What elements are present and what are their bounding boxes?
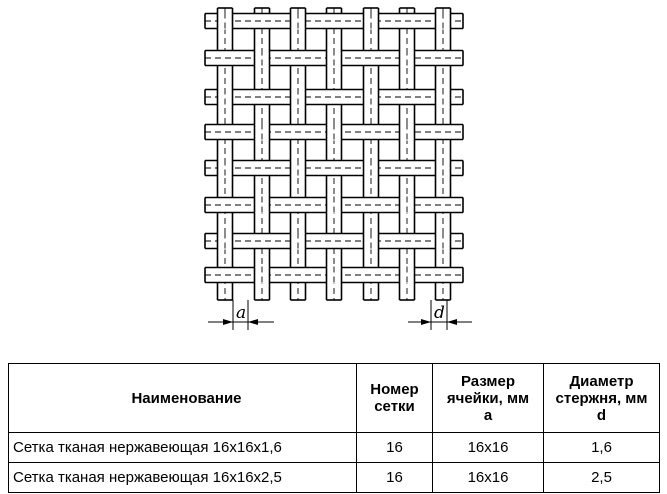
horizontal-wire-fill (205, 161, 463, 176)
horizontal-wire-fill (205, 234, 463, 249)
table-row (9, 463, 660, 493)
horizontal-wire-fill (205, 14, 463, 29)
row-name: Сетка тканая нержавеющая 16х16х2,5 (9, 463, 357, 493)
row-name: Сетка тканая нержавеющая 16х16х1,6 (9, 433, 357, 463)
header-mesh-number: Номер сетки (357, 364, 433, 433)
row-cell-size: 16х16 (433, 463, 544, 493)
horizontal-wire-fill (205, 90, 463, 105)
header-name: Наименование (9, 364, 357, 433)
table-header-row (9, 364, 660, 433)
dimension-d (408, 300, 472, 330)
row-mesh-number: 16 (357, 463, 433, 493)
header-rod-diameter: Диаметр стержня, мм d (544, 364, 660, 433)
row-mesh-number: 16 (357, 433, 433, 463)
mesh-weave (205, 8, 463, 300)
dimension-a (208, 300, 274, 330)
table-row (9, 433, 660, 463)
mesh-specs-table (8, 363, 660, 493)
row-rod-diameter: 2,5 (544, 463, 660, 493)
header-cell-size: Размер ячейки, мм a (433, 364, 544, 433)
row-cell-size: 16х16 (433, 433, 544, 463)
rod-diameter-label: d (434, 303, 445, 323)
row-rod-diameter: 1,6 (544, 433, 660, 463)
mesh-size-label: a (236, 303, 247, 323)
